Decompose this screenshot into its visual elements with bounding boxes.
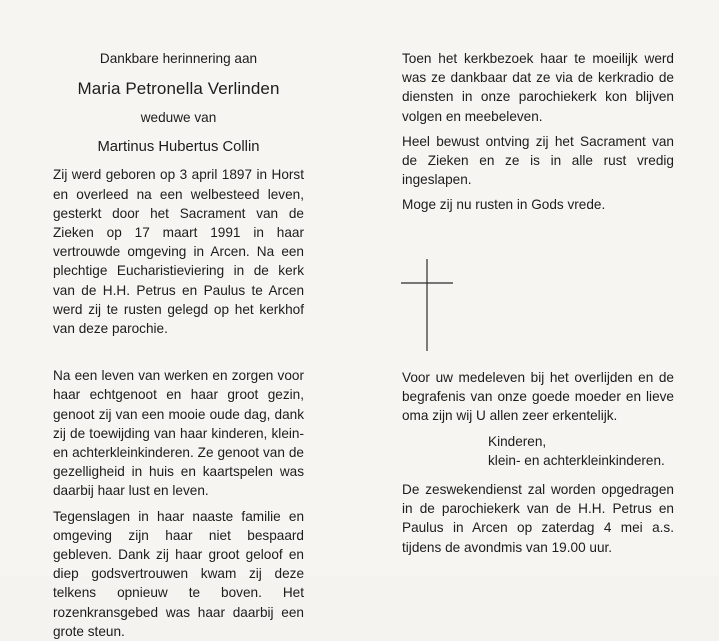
thanks-block: [402, 368, 674, 557]
life-paragraph: Na een leven van werken en zorgen voor haar echtgenoot en haar groot gezin, genoot zij van een mooie oude dag, dank zij de toewijding van haar kinderen, klein- en achterkleinkinderen. Ze genoot van de gezelligheid in huis en kaartspelen was daarbij haar lust en leven.: [53, 368, 304, 499]
biography-paragraph: Zij werd geboren op 3 april 1897 in Horst en overleed na een welbesteed leven, gesterkt door het Sacrament van de Zieken op 17 maart 1991 in haar vertrouwde omgeving in Arcen. Na een plechtige Eucharistieviering in de kerk van de H.H. Petrus en Paulus te Arcen werd zij te rusten gelegd op het kerkhof van deze parochie.: [53, 167, 304, 337]
left-column: [53, 49, 304, 641]
right-column: [402, 49, 674, 215]
intro-text: Dankbare herinnering aan: [99, 51, 258, 66]
prayer-line: Moge zij nu rusten in Gods vrede.: [402, 197, 606, 213]
signature: [488, 432, 674, 470]
church-radio-paragraph: Toen het kerkbezoek haar te moeilijk werd was ze dankbaar dat ze via de kerkradio de diensten in onze parochiekerk kon blijven volgen en meebeleven.: [402, 51, 674, 124]
cross-icon: [401, 259, 453, 351]
signature-children: Kinderen,: [488, 433, 547, 449]
husband-name: Martinus Hubertus Collin: [97, 139, 260, 156]
faith-paragraph: Tegenslagen in haar naaste familie en omgeving zijn haar niet bespaard gebleven. Dank zij haar groot geloof en diep godsvertrouwen kwam zij deze telkens opnieuw te boven. Het rozenkransgebed was haar daarbij een grote steun.: [53, 508, 304, 639]
service-paragraph: De zeswekendienst zal worden opgedragen in de parochiekerk van de H.H. Petrus en Paulus in Arcen op zaterdag 4 mei a.s. tijdens de avondmis van 19.00 uur.: [402, 482, 674, 555]
sacrament-paragraph: Heel bewust ontving zij het Sacrament van de Zieken en ze is in alle rust vredig ingeslapen.: [402, 133, 674, 188]
signature-grandchildren: klein- en achterkleinkinderen.: [488, 452, 665, 468]
deceased-name: Maria Petronella Verlinden: [77, 79, 280, 99]
widow-label: weduwe van: [140, 110, 217, 126]
thanks-paragraph: Voor uw medeleven bij het overlijden en de begrafenis van onze goede moeder en lieve oma zijn wij U allen zeer erkentelijk.: [402, 370, 674, 424]
